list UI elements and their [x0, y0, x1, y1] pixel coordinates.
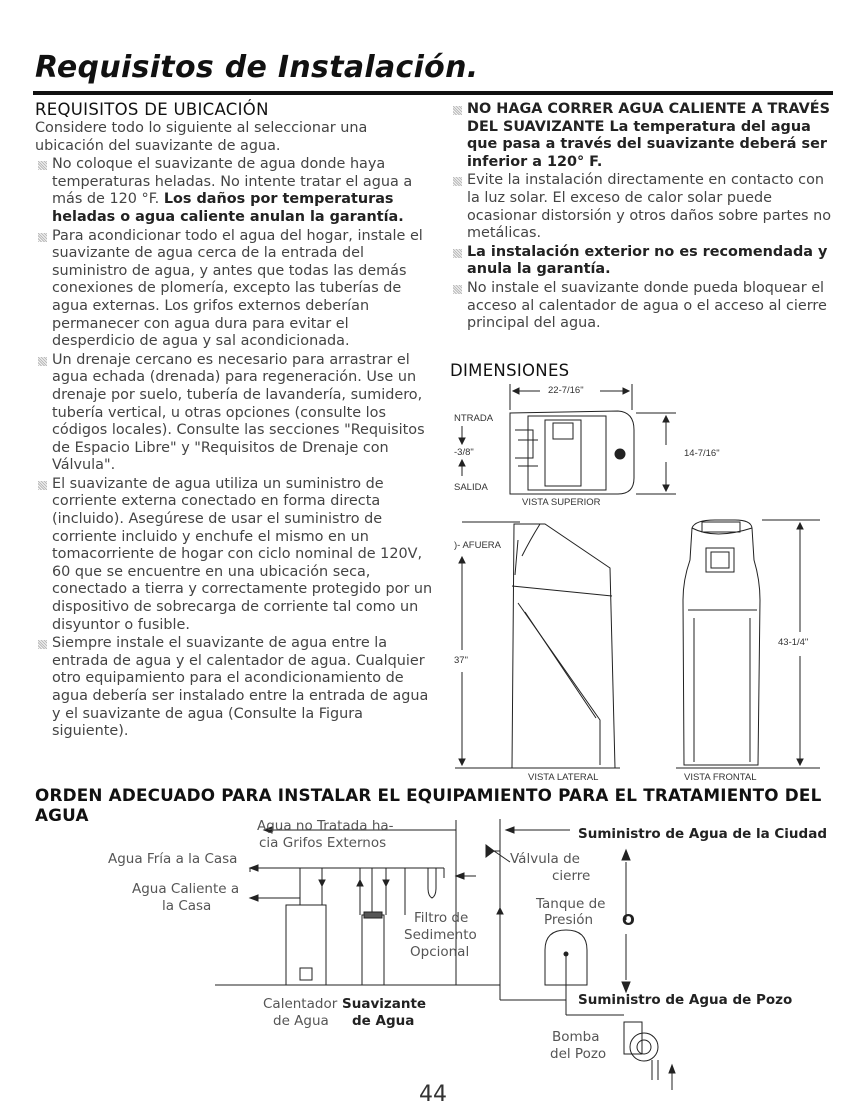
bullet-freezing-warning: Los daños por temperaturas heladas o agua caliente anulan la garantía. — [52, 191, 404, 225]
inlet-label: NTRADA — [454, 413, 494, 424]
dimensions-heading: DIMENSIONES — [450, 361, 570, 380]
front-view-label: VISTA FRONTAL — [684, 772, 757, 783]
bullet-freezing-text: No coloque el suavizante de agua donde haya temperaturas heladas. No intente tratar el agua a más de 120 °F. — [52, 156, 413, 208]
bullet-whole-house-text: Para acondicionar todo el agua del hogar, instale el suavizante de agua cerca de la entrada del suministro de agua, y antes que todas las demás conexiones de plomería, excepto las tuberías de agua externas. Los grifos externos deberían permanecer con agua dura para evitar el desperdicio de agua y sal acondicionada. — [52, 227, 423, 350]
top-depth-label: 14-7/16" — [684, 448, 720, 459]
page-title: Requisitos de Instalación. — [35, 50, 479, 85]
filter-label-3: Opcional — [410, 944, 470, 960]
untreated-label-1: Agua no Tratada ha- — [257, 818, 394, 834]
hot-to-house-label-2: la Casa — [162, 898, 212, 914]
location-heading: REQUISITOS DE UBICACIÓN — [35, 100, 269, 119]
untreated-label-2: cia Grifos Externos — [259, 835, 387, 851]
tank-label-2: Presión — [544, 912, 594, 928]
install-order-heading: ORDEN ADECUADO PARA INSTALAR EL EQUIPAMIENTO PARA EL TRATAMIENTO DEL AGUA — [35, 785, 822, 825]
bullet-install-order-text: Siempre instale el suavizante de agua entre la entrada de agua y el calentador de agua. Cualquier otro equipamiento para el acondicionamiento de agua debería ser instalado entre la entrada de agua y el suavizante de agua (Consulte la Figura siguiente). — [52, 635, 429, 740]
city-supply-label: Suministro de Agua de la Ciudad — [578, 826, 827, 842]
bullet-access-text: No instale el suavizante donde pueda bloquear el acceso al calentador de agua o el acceso al cierre principal del agua. — [467, 279, 827, 332]
top-width-label: 22-7/16" — [548, 385, 584, 396]
side-height-label: 37" — [454, 655, 468, 666]
side-view-label: VISTA LATERAL — [528, 772, 599, 783]
pipe-size-label: -3/8" — [454, 447, 474, 458]
valve-label-1: Válvula de — [510, 851, 580, 867]
bullet-outdoor-text: La instalación exterior no es recomendada y anula la garantía. — [467, 243, 828, 278]
pump-label-2: del Pozo — [550, 1046, 607, 1062]
softener-label-2: de Agua — [352, 1013, 415, 1029]
pump-label-1: Bomba — [552, 1029, 600, 1045]
well-supply-label: Suministro de Agua de Pozo — [578, 992, 793, 1008]
or-label: O — [622, 911, 635, 929]
location-intro: Considere todo lo siguiente al seleccionar una ubicación del suavizante de agua. — [35, 120, 368, 154]
afuera-label: )- AFUERA — [454, 540, 501, 551]
filter-label-1: Filtro de — [414, 910, 469, 926]
heater-label-1: Calentador — [263, 996, 338, 1012]
bullet-drain-text: Un drenaje cercano es necesario para arrastrar el agua echada (drenada) para regeneración. Use un drenaje por suelo, tubería de lavandería, sumidero, tubería vertical, u otras opciones (consulte los códigos locales). Consulte las secciones "Requisitos de Espacio Libre" y "Requisitos de Drenaje con Válvula". — [52, 351, 425, 474]
tank-label-1: Tanque de — [536, 896, 606, 912]
filter-label-2: Sedimento — [404, 927, 477, 943]
bullet-sunlight-text: Evite la instalación directamente en contacto con la luz solar. El exceso de calor solar puede ocasionar distorsión y otros daños sobre partes no metálicas. — [467, 172, 832, 242]
outlet-label: SALIDA — [454, 482, 488, 493]
softener-label-1: Suavizante — [342, 996, 427, 1012]
top-view-label: VISTA SUPERIOR — [522, 497, 601, 508]
bullet-hot-water-text: NO HAGA CORRER AGUA CALIENTE A TRAVÉS DEL SUAVIZANTE La temperatura del agua que pasa a través del suavizante deberá ser inferior a 120° F. — [467, 101, 830, 170]
front-height-label: 43-1/4" — [778, 637, 809, 648]
heater-label-2: de Agua — [273, 1013, 329, 1029]
valve-label-2: cierre — [552, 868, 591, 884]
bullet-power-text: El suavizante de agua utiliza un suministro de corriente externa conectado en forma directa (incluido). Asegúrese de usar el suministro de corriente incluido y enchufe el mismo en un tomacorriente de hogar con ciclo nominal de 120V, 60 que se encuentre en una ubicación seca, conectado a tierra y correctamente protegido por un dispositivo de sobrecarga de corriente tal como un disyuntor o fusible. — [52, 475, 433, 633]
hot-to-house-label-1: Agua Caliente a — [132, 881, 240, 897]
cold-to-house-label: Agua Fría a la Casa — [108, 851, 238, 867]
page-number: 44 — [419, 1082, 447, 1107]
